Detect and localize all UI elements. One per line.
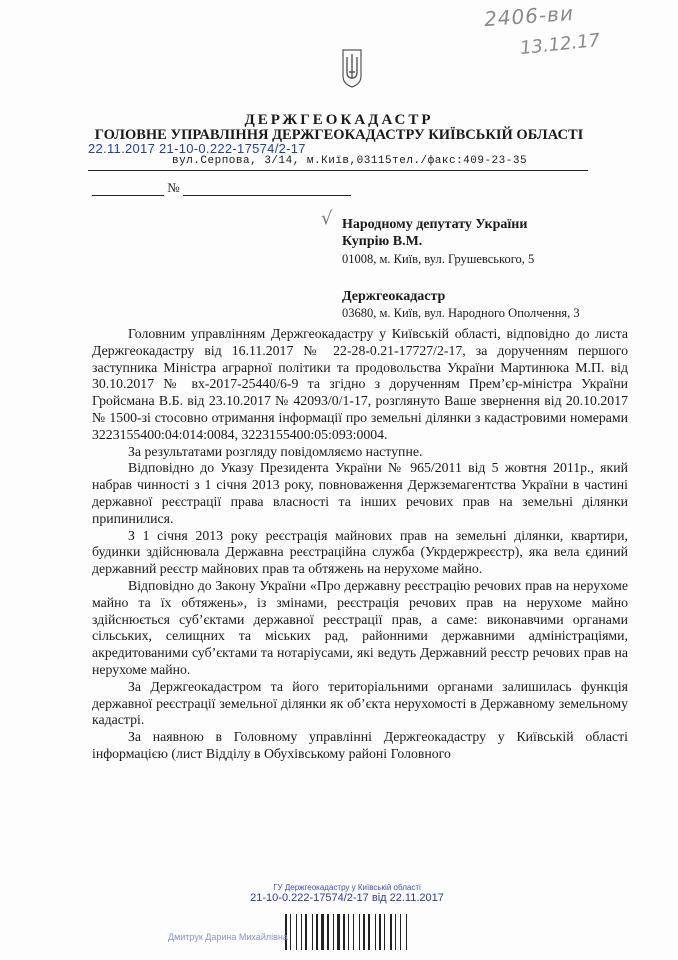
recipient-1-title: Народному депутату України [342,217,528,232]
stamp-reg: 21-10-0.222-17574/2-17 від 22.11.2017 [250,892,444,904]
recipient-1-name: Купрію В.М. [342,234,423,249]
outgoing-number-line [92,180,351,196]
body-paragraph: Відповідно до Указу Президента України № 965/2011 від 5 жовтня 2011р., який набрав чинності з 1 січня 2013 року, повноваження Держземагентства України в частині державної реєстрації права власності та інших речових прав на земельні ділянки припинилися. [92,460,628,526]
registration-footer-stamp [212,883,482,904]
date-blank [92,195,164,196]
stamp-org: ГУ Держгеокадастру у Київській області [273,883,421,892]
org-full-title: ГОЛОВНЕ УПРАВЛІННЯ ДЕРЖГЕОКАДАСТРУ КИЇВСЬКІЙ ОБЛАСТІ [94,127,584,143]
handwritten-reg-number: 2406-ви [483,0,575,32]
registration-stamp: 22.11.2017 21-10-0.222-17574/2-17 [88,141,306,156]
recipient-2-title: Держгеокадастр [342,289,446,304]
letter-body [92,326,628,763]
body-paragraph: Відповідно до Закону України «Про державну реєстрацію речових прав на нерухоме майно та їх обтяжень», із змінами, реєстрація речових прав на нерухоме майно здійснюється суб’єктами державної реєстрації прав, а саме: виконавчими органами сільських, селищних та міських рад, районними державними адміністраціями, акредитованими суб’єктами та нотаріусами, які ведуть Державний реєстр речових прав на нерухоме майно. [92,577,628,677]
header-divider [88,170,588,171]
check-mark-icon: √ [321,208,333,229]
body-paragraph: Головним управлінням Держгеокадастру у Київській області, відповідно до листа Держгеокадастру від 16.11.2017 № 22-28-0.21-17727/2-17, за дорученням першого заступника Міністра аграрної політики та продовольства України Мартинюка М.П. від 30.10.2017 № вх-2017-25440/6-9 та згідно з дорученням Прем’єр-міністра України Гройсмана В.Б. від 23.10.2017 № 42093/0/1-17, розглянуто Ваше звернення від 20.10.2017 № 1500-зі стосовно отримання інформації про земельні ділянки з кадастровими номерами 3223155400:04:014:0084, 3223155400:05:093:0004. [92,326,628,442]
barcode-icon [285,914,475,950]
body-paragraph: З 1 січня 2013 року реєстрація майнових прав на земельні ділянки, квартири, будинки здійснювала Державна реєстраційна служба (Укрдержреєстр), яка вела єдиний державний реєстр майнових прав та обтяжень на нерухоме майно. [92,527,628,577]
body-paragraph: За результатами розгляду повідомляємо наступне. [128,443,423,459]
recipient-1-address: 01008, м. Київ, вул. Грушевського, 5 [342,252,535,266]
signer-name: Дмитрук Дарина Михайлівна [168,932,288,942]
handwritten-date: 13.12.17 [519,29,602,60]
org-short-title: ДЕРЖГЕОКАДАСТР [244,112,434,128]
number-sign: № [167,180,180,195]
number-blank [183,195,351,196]
org-address: вул.Серпова, 3/14, м.Київ,03115тел./факс:409-23-35 [172,155,528,167]
recipient-2-address: 03680, м. Київ, вул. Народного Ополчення, 3 [342,306,580,320]
trident-emblem-icon [341,48,363,88]
body-paragraph: За наявною в Головному управлінні Держгеокадастру у Київській області інформацією (лист Відділу в Обухівському районі Головного [92,729,628,761]
body-paragraph: За Держгеокадастром та його територіальними органами залишилась функція державної реєстрації земельної ділянки як об’єкта нерухомості в Державному земельному кадастрі. [92,678,628,728]
